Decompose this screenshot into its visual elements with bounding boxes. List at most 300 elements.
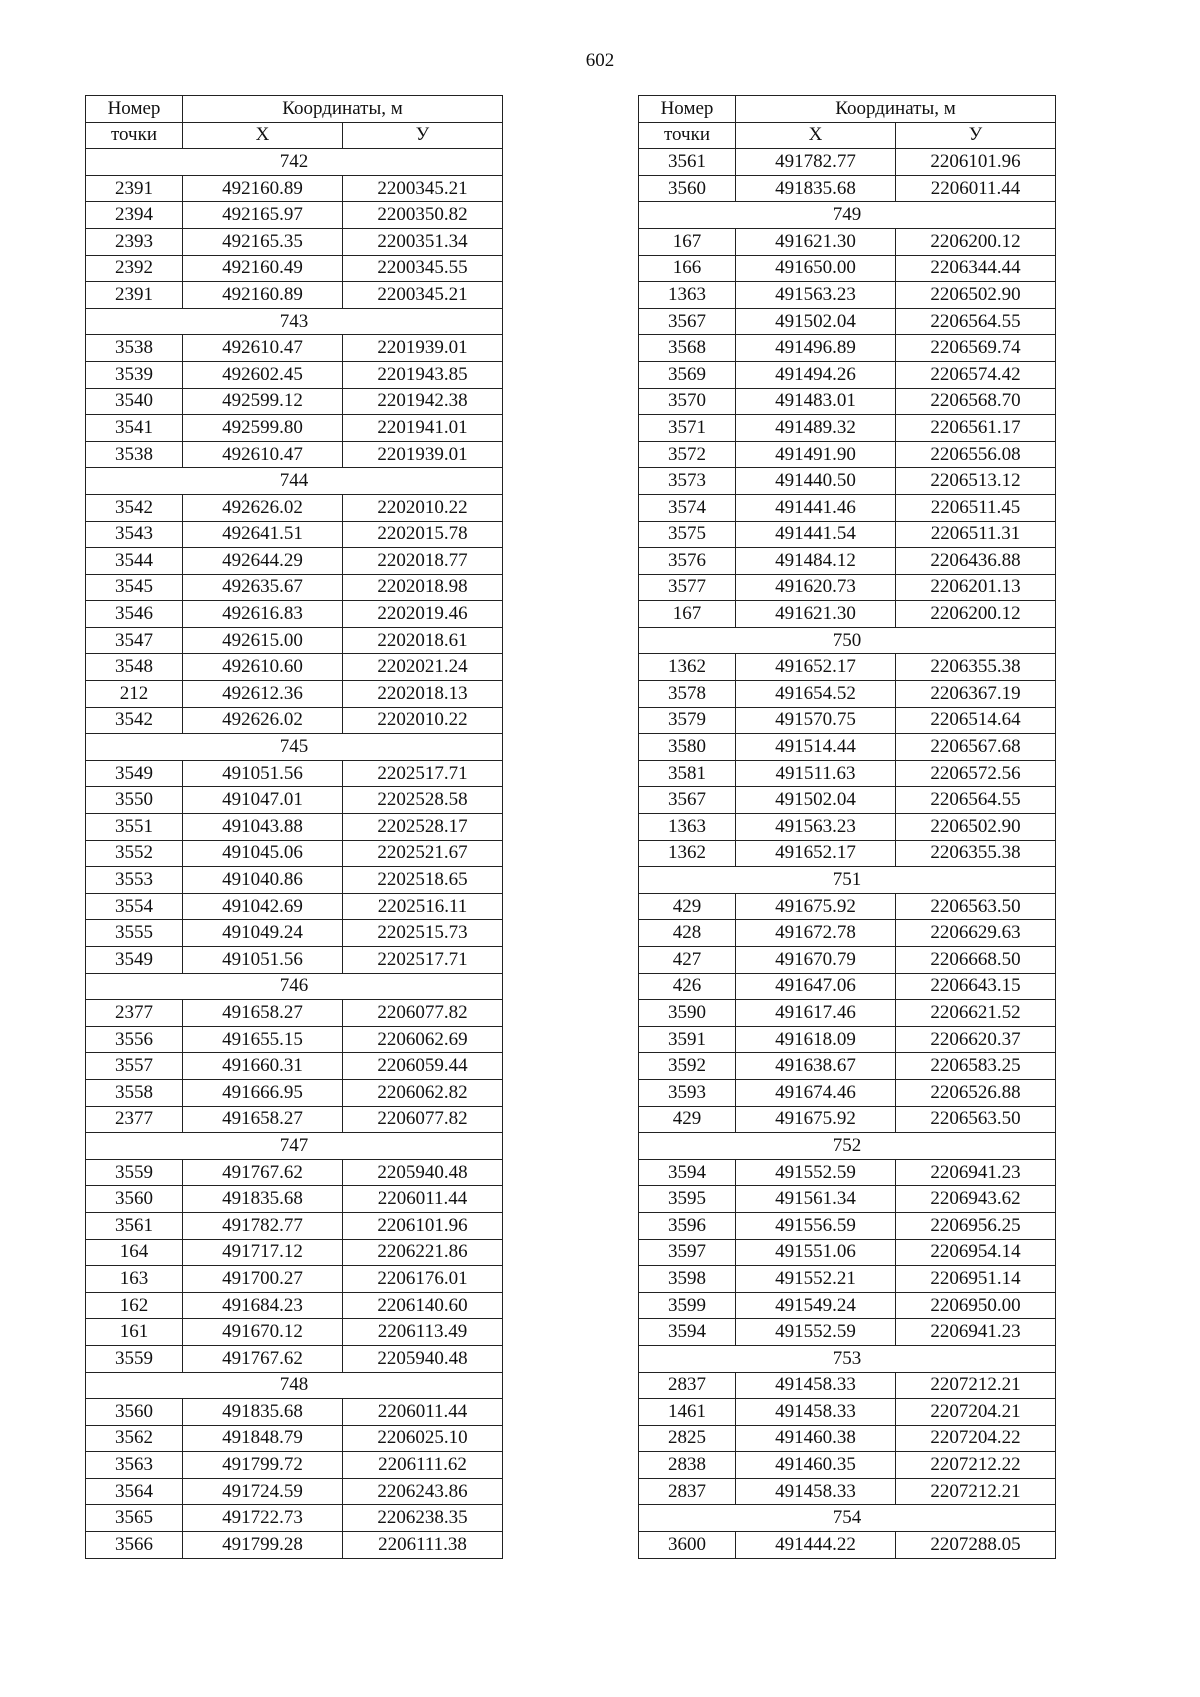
point-number-cell: 3564 (86, 1478, 183, 1505)
point-number-cell: 2391 (86, 282, 183, 309)
y-coordinate-cell: 2206943.62 (896, 1186, 1056, 1213)
point-number-cell: 3556 (86, 1026, 183, 1053)
x-coordinate-cell: 491617.46 (736, 1000, 896, 1027)
point-number-cell: 167 (639, 228, 736, 255)
table-row (639, 1212, 1056, 1239)
x-coordinate-cell: 491666.95 (183, 1079, 343, 1106)
y-coordinate-cell: 2205940.48 (343, 1345, 503, 1372)
point-number-cell: 3600 (639, 1532, 736, 1559)
point-number-cell: 1461 (639, 1399, 736, 1426)
section-row (639, 1133, 1056, 1160)
point-number-cell: 3538 (86, 441, 183, 468)
x-coordinate-cell: 491502.04 (736, 308, 896, 335)
table-row (86, 920, 503, 947)
section-number: 752 (639, 1133, 1056, 1160)
x-coordinate-cell: 491511.63 (736, 760, 896, 787)
y-coordinate-cell: 2206643.15 (896, 973, 1056, 1000)
x-coordinate-cell: 491717.12 (183, 1239, 343, 1266)
x-coordinate-cell: 492599.12 (183, 388, 343, 415)
table-row (639, 681, 1056, 708)
y-coordinate-cell: 2202515.73 (343, 920, 503, 947)
x-coordinate-cell: 491767.62 (183, 1159, 343, 1186)
table-row (86, 521, 503, 548)
table-row (86, 1425, 503, 1452)
y-coordinate-cell: 2206569.74 (896, 335, 1056, 362)
point-number-cell: 3560 (639, 175, 736, 202)
point-number-cell: 3545 (86, 574, 183, 601)
table-row (86, 1186, 503, 1213)
y-coordinate-cell: 2206951.14 (896, 1266, 1056, 1293)
table-row (639, 1452, 1056, 1479)
table-row (639, 760, 1056, 787)
table-row (639, 175, 1056, 202)
table-row (86, 601, 503, 628)
x-coordinate-cell: 491561.34 (736, 1186, 896, 1213)
point-number-cell: 212 (86, 681, 183, 708)
x-coordinate-cell: 492626.02 (183, 707, 343, 734)
section-row (86, 308, 503, 335)
table-row (86, 1026, 503, 1053)
table-row (639, 973, 1056, 1000)
y-coordinate-cell: 2206567.68 (896, 734, 1056, 761)
point-number-cell: 429 (639, 1106, 736, 1133)
x-coordinate-cell: 491460.35 (736, 1452, 896, 1479)
table-row (639, 947, 1056, 974)
x-coordinate-cell: 491675.92 (736, 893, 896, 920)
table-row (639, 1319, 1056, 1346)
point-number-cell: 426 (639, 973, 736, 1000)
y-coordinate-cell: 2206436.88 (896, 548, 1056, 575)
y-coordinate-cell: 2206243.86 (343, 1478, 503, 1505)
y-coordinate-cell: 2206111.62 (343, 1452, 503, 1479)
table-row (639, 920, 1056, 947)
point-number-cell: 3594 (639, 1319, 736, 1346)
section-row (86, 973, 503, 1000)
y-coordinate-cell: 2206502.90 (896, 814, 1056, 841)
table-row (639, 654, 1056, 681)
y-coordinate-cell: 2206011.44 (343, 1399, 503, 1426)
y-coordinate-cell: 2206941.23 (896, 1319, 1056, 1346)
table-row (86, 282, 503, 309)
table-row (639, 1425, 1056, 1452)
y-coordinate-cell: 2206526.88 (896, 1079, 1056, 1106)
point-number-cell: 3595 (639, 1186, 736, 1213)
table-row (639, 308, 1056, 335)
x-coordinate-cell: 491654.52 (736, 681, 896, 708)
section-row (639, 1505, 1056, 1532)
point-number-cell: 3559 (86, 1159, 183, 1186)
table-row (639, 601, 1056, 628)
point-number-cell: 1362 (639, 840, 736, 867)
point-number-cell: 2391 (86, 175, 183, 202)
y-coordinate-cell: 2202018.98 (343, 574, 503, 601)
point-number-cell: 3562 (86, 1425, 183, 1452)
table-row (86, 255, 503, 282)
y-coordinate-cell: 2206113.49 (343, 1319, 503, 1346)
point-number-cell: 3567 (639, 308, 736, 335)
y-coordinate-cell: 2207204.21 (896, 1399, 1056, 1426)
x-coordinate-cell: 492599.80 (183, 415, 343, 442)
x-coordinate-cell: 491621.30 (736, 601, 896, 628)
point-number-cell: 167 (639, 601, 736, 628)
x-coordinate-cell: 491835.68 (183, 1399, 343, 1426)
table-row (639, 1372, 1056, 1399)
point-number-cell: 3541 (86, 415, 183, 442)
x-coordinate-cell: 491848.79 (183, 1425, 343, 1452)
y-coordinate-cell: 2202010.22 (343, 494, 503, 521)
table-row (639, 1159, 1056, 1186)
y-coordinate-cell: 2206621.52 (896, 1000, 1056, 1027)
point-number-cell: 3577 (639, 574, 736, 601)
point-number-cell: 427 (639, 947, 736, 974)
point-number-cell: 3581 (639, 760, 736, 787)
point-number-cell: 3563 (86, 1452, 183, 1479)
section-number: 745 (86, 734, 503, 761)
y-coordinate-cell: 2200345.55 (343, 255, 503, 282)
table-row (86, 1079, 503, 1106)
x-coordinate-cell: 491724.59 (183, 1478, 343, 1505)
y-coordinate-cell: 2206011.44 (896, 175, 1056, 202)
header-coordinates: Координаты, м (183, 96, 503, 123)
section-number: 744 (86, 468, 503, 495)
x-coordinate-cell: 492165.35 (183, 228, 343, 255)
table-row (86, 1292, 503, 1319)
x-coordinate-cell: 491563.23 (736, 814, 896, 841)
x-coordinate-cell: 491460.38 (736, 1425, 896, 1452)
x-coordinate-cell: 491491.90 (736, 441, 896, 468)
x-coordinate-cell: 491563.23 (736, 282, 896, 309)
x-coordinate-cell: 491042.69 (183, 893, 343, 920)
table-row (639, 1026, 1056, 1053)
y-coordinate-cell: 2206511.31 (896, 521, 1056, 548)
point-number-cell: 3555 (86, 920, 183, 947)
header-x: X (183, 122, 343, 149)
y-coordinate-cell: 2206564.55 (896, 787, 1056, 814)
point-number-cell: 3554 (86, 893, 183, 920)
y-coordinate-cell: 2207288.05 (896, 1532, 1056, 1559)
x-coordinate-cell: 492160.49 (183, 255, 343, 282)
table-body-left (86, 149, 503, 1558)
x-coordinate-cell: 491484.12 (736, 548, 896, 575)
y-coordinate-cell: 2206954.14 (896, 1239, 1056, 1266)
y-coordinate-cell: 2202021.24 (343, 654, 503, 681)
table-row (639, 707, 1056, 734)
section-number: 747 (86, 1133, 503, 1160)
section-row (639, 627, 1056, 654)
x-coordinate-cell: 491652.17 (736, 840, 896, 867)
x-coordinate-cell: 491782.77 (736, 149, 896, 176)
point-number-cell: 3561 (639, 149, 736, 176)
x-coordinate-cell: 491514.44 (736, 734, 896, 761)
point-number-cell: 2392 (86, 255, 183, 282)
table-row (639, 1106, 1056, 1133)
y-coordinate-cell: 2206200.12 (896, 228, 1056, 255)
y-coordinate-cell: 2202517.71 (343, 947, 503, 974)
point-number-cell: 3544 (86, 548, 183, 575)
y-coordinate-cell: 2201939.01 (343, 335, 503, 362)
table-row (639, 282, 1056, 309)
y-coordinate-cell: 2201942.38 (343, 388, 503, 415)
point-number-cell: 3570 (639, 388, 736, 415)
table-row (86, 681, 503, 708)
point-number-cell: 3566 (86, 1532, 183, 1559)
section-number: 750 (639, 627, 1056, 654)
y-coordinate-cell: 2202516.11 (343, 893, 503, 920)
y-coordinate-cell: 2206355.38 (896, 654, 1056, 681)
point-number-cell: 3551 (86, 814, 183, 841)
x-coordinate-cell: 492160.89 (183, 282, 343, 309)
point-number-cell: 2837 (639, 1478, 736, 1505)
table-row (639, 1186, 1056, 1213)
table-row (86, 627, 503, 654)
table-row (639, 1000, 1056, 1027)
table-row (86, 1053, 503, 1080)
y-coordinate-cell: 2206062.82 (343, 1079, 503, 1106)
x-coordinate-cell: 491660.31 (183, 1053, 343, 1080)
x-coordinate-cell: 491040.86 (183, 867, 343, 894)
y-coordinate-cell: 2202018.61 (343, 627, 503, 654)
table-row (86, 1159, 503, 1186)
point-number-cell: 3565 (86, 1505, 183, 1532)
x-coordinate-cell: 491483.01 (736, 388, 896, 415)
point-number-cell: 428 (639, 920, 736, 947)
table-row (86, 893, 503, 920)
x-coordinate-cell: 491652.17 (736, 654, 896, 681)
y-coordinate-cell: 2202521.67 (343, 840, 503, 867)
section-row (639, 867, 1056, 894)
table-row (639, 149, 1056, 176)
y-coordinate-cell: 2206513.12 (896, 468, 1056, 495)
table-row (86, 548, 503, 575)
table-row (86, 867, 503, 894)
table-row (639, 228, 1056, 255)
y-coordinate-cell: 2206583.25 (896, 1053, 1056, 1080)
header-point-number-line2: точки (639, 122, 736, 149)
table-row (86, 1266, 503, 1293)
y-coordinate-cell: 2206511.45 (896, 494, 1056, 521)
x-coordinate-cell: 491043.88 (183, 814, 343, 841)
point-number-cell: 3558 (86, 1079, 183, 1106)
point-number-cell: 2394 (86, 202, 183, 229)
y-coordinate-cell: 2206077.82 (343, 1106, 503, 1133)
x-coordinate-cell: 491674.46 (736, 1079, 896, 1106)
point-number-cell: 3542 (86, 494, 183, 521)
x-coordinate-cell: 491672.78 (736, 920, 896, 947)
x-coordinate-cell: 491496.89 (736, 335, 896, 362)
table-row (86, 840, 503, 867)
x-coordinate-cell: 491552.59 (736, 1159, 896, 1186)
table-row (639, 1292, 1056, 1319)
point-number-cell: 166 (639, 255, 736, 282)
point-number-cell: 164 (86, 1239, 183, 1266)
table-row (86, 1452, 503, 1479)
point-number-cell: 3546 (86, 601, 183, 628)
point-number-cell: 3578 (639, 681, 736, 708)
y-coordinate-cell: 2206556.08 (896, 441, 1056, 468)
header-point-number-line1: Номер (86, 96, 183, 123)
table-row (639, 893, 1056, 920)
x-coordinate-cell: 491675.92 (736, 1106, 896, 1133)
point-number-cell: 3553 (86, 867, 183, 894)
section-number: 754 (639, 1505, 1056, 1532)
point-number-cell: 3538 (86, 335, 183, 362)
y-coordinate-cell: 2202528.58 (343, 787, 503, 814)
y-coordinate-cell: 2206941.23 (896, 1159, 1056, 1186)
y-coordinate-cell: 2206140.60 (343, 1292, 503, 1319)
x-coordinate-cell: 492610.60 (183, 654, 343, 681)
point-number-cell: 3540 (86, 388, 183, 415)
section-row (86, 1133, 503, 1160)
x-coordinate-cell: 492644.29 (183, 548, 343, 575)
table-row (639, 840, 1056, 867)
coordinates-table-right (638, 95, 1056, 1559)
point-number-cell: 3560 (86, 1186, 183, 1213)
y-coordinate-cell: 2206950.00 (896, 1292, 1056, 1319)
section-row (86, 1372, 503, 1399)
point-number-cell: 162 (86, 1292, 183, 1319)
table-row (86, 574, 503, 601)
point-number-cell: 2377 (86, 1000, 183, 1027)
point-number-cell: 3571 (639, 415, 736, 442)
table-body-right (639, 149, 1056, 1558)
x-coordinate-cell: 492610.47 (183, 441, 343, 468)
y-coordinate-cell: 2206668.50 (896, 947, 1056, 974)
x-coordinate-cell: 491700.27 (183, 1266, 343, 1293)
x-coordinate-cell: 491551.06 (736, 1239, 896, 1266)
x-coordinate-cell: 491441.46 (736, 494, 896, 521)
section-number: 746 (86, 973, 503, 1000)
table-row (86, 415, 503, 442)
header-point-number-line1: Номер (639, 96, 736, 123)
header-x: X (736, 122, 896, 149)
y-coordinate-cell: 2202517.71 (343, 760, 503, 787)
point-number-cell: 3539 (86, 361, 183, 388)
point-number-cell: 3599 (639, 1292, 736, 1319)
x-coordinate-cell: 492626.02 (183, 494, 343, 521)
table-row (639, 388, 1056, 415)
x-coordinate-cell: 491047.01 (183, 787, 343, 814)
section-number: 742 (86, 149, 503, 176)
point-number-cell: 1363 (639, 282, 736, 309)
point-number-cell: 3543 (86, 521, 183, 548)
x-coordinate-cell: 491440.50 (736, 468, 896, 495)
table-row (86, 361, 503, 388)
x-coordinate-cell: 491670.12 (183, 1319, 343, 1346)
y-coordinate-cell: 2206221.86 (343, 1239, 503, 1266)
table-row (86, 175, 503, 202)
y-coordinate-cell: 2200350.82 (343, 202, 503, 229)
point-number-cell: 3569 (639, 361, 736, 388)
table-row (86, 814, 503, 841)
y-coordinate-cell: 2206355.38 (896, 840, 1056, 867)
point-number-cell: 2825 (639, 1425, 736, 1452)
y-coordinate-cell: 2206629.63 (896, 920, 1056, 947)
x-coordinate-cell: 491444.22 (736, 1532, 896, 1559)
table-row (639, 574, 1056, 601)
y-coordinate-cell: 2206568.70 (896, 388, 1056, 415)
y-coordinate-cell: 2206025.10 (343, 1425, 503, 1452)
section-number: 753 (639, 1345, 1056, 1372)
x-coordinate-cell: 491051.56 (183, 760, 343, 787)
y-coordinate-cell: 2206011.44 (343, 1186, 503, 1213)
x-coordinate-cell: 491647.06 (736, 973, 896, 1000)
point-number-cell: 2838 (639, 1452, 736, 1479)
table-row (639, 335, 1056, 362)
point-number-cell: 2377 (86, 1106, 183, 1133)
y-coordinate-cell: 2201943.85 (343, 361, 503, 388)
x-coordinate-cell: 492612.36 (183, 681, 343, 708)
point-number-cell: 3550 (86, 787, 183, 814)
y-coordinate-cell: 2206367.19 (896, 681, 1056, 708)
x-coordinate-cell: 491658.27 (183, 1106, 343, 1133)
section-number: 748 (86, 1372, 503, 1399)
table-row (639, 548, 1056, 575)
table-row (86, 1532, 503, 1559)
table-row (86, 707, 503, 734)
y-coordinate-cell: 2207212.21 (896, 1372, 1056, 1399)
point-number-cell: 3594 (639, 1159, 736, 1186)
point-number-cell: 3572 (639, 441, 736, 468)
header-point-number-line2: точки (86, 122, 183, 149)
point-number-cell: 3575 (639, 521, 736, 548)
table-row (639, 787, 1056, 814)
table-row (639, 734, 1056, 761)
y-coordinate-cell: 2207212.21 (896, 1478, 1056, 1505)
table-row (86, 760, 503, 787)
y-coordinate-cell: 2206572.56 (896, 760, 1056, 787)
table-row (639, 1053, 1056, 1080)
x-coordinate-cell: 491684.23 (183, 1292, 343, 1319)
table-row (639, 1399, 1056, 1426)
point-number-cell: 3552 (86, 840, 183, 867)
section-row (639, 1345, 1056, 1372)
y-coordinate-cell: 2202528.17 (343, 814, 503, 841)
point-number-cell: 3596 (639, 1212, 736, 1239)
table-row (86, 1212, 503, 1239)
x-coordinate-cell: 491045.06 (183, 840, 343, 867)
y-coordinate-cell: 2202010.22 (343, 707, 503, 734)
x-coordinate-cell: 491835.68 (736, 175, 896, 202)
x-coordinate-cell: 492635.67 (183, 574, 343, 601)
point-number-cell: 3597 (639, 1239, 736, 1266)
point-number-cell: 2393 (86, 228, 183, 255)
table-row (86, 1106, 503, 1133)
y-coordinate-cell: 2201941.01 (343, 415, 503, 442)
x-coordinate-cell: 492610.47 (183, 335, 343, 362)
section-row (639, 202, 1056, 229)
table-row (639, 1239, 1056, 1266)
table-row (86, 202, 503, 229)
x-coordinate-cell: 492615.00 (183, 627, 343, 654)
x-coordinate-cell: 491556.59 (736, 1212, 896, 1239)
x-coordinate-cell: 491655.15 (183, 1026, 343, 1053)
y-coordinate-cell: 2206574.42 (896, 361, 1056, 388)
y-coordinate-cell: 2206563.50 (896, 893, 1056, 920)
y-coordinate-cell: 2206502.90 (896, 282, 1056, 309)
x-coordinate-cell: 491458.33 (736, 1372, 896, 1399)
point-number-cell: 429 (639, 893, 736, 920)
x-coordinate-cell: 491552.59 (736, 1319, 896, 1346)
y-coordinate-cell: 2202018.13 (343, 681, 503, 708)
x-coordinate-cell: 491670.79 (736, 947, 896, 974)
x-coordinate-cell: 491799.28 (183, 1532, 343, 1559)
point-number-cell: 3576 (639, 548, 736, 575)
y-coordinate-cell: 2200345.21 (343, 282, 503, 309)
x-coordinate-cell: 491799.72 (183, 1452, 343, 1479)
point-number-cell: 3547 (86, 627, 183, 654)
x-coordinate-cell: 492165.97 (183, 202, 343, 229)
table-row (639, 521, 1056, 548)
